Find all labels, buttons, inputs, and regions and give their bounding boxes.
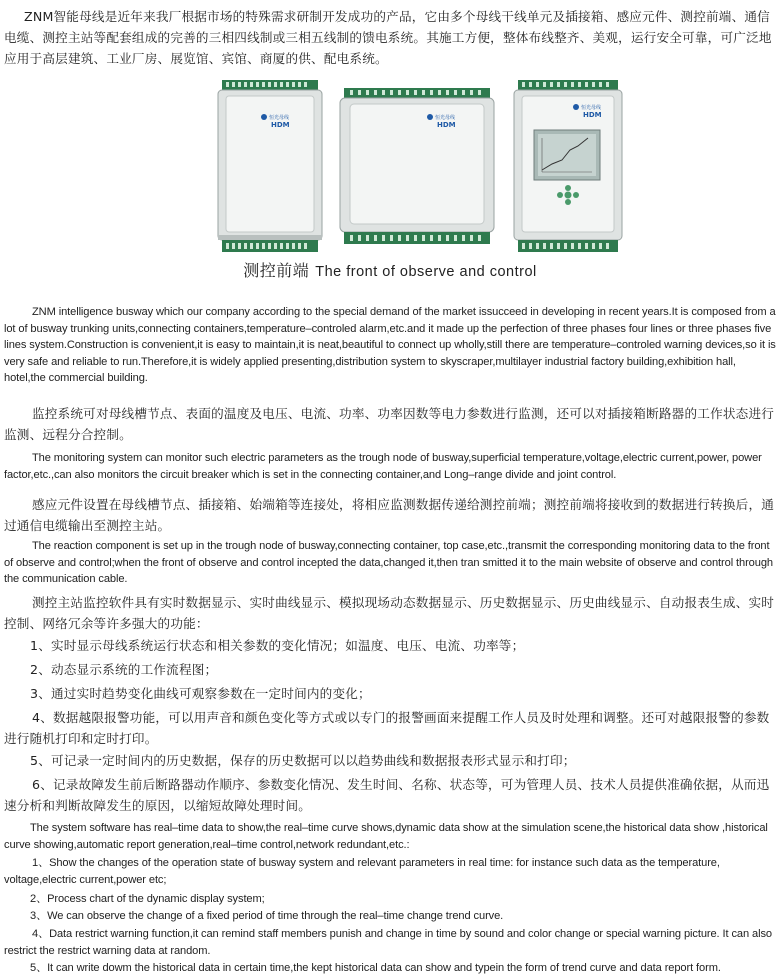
feature-cn-3: 3、通过实时趋势变化曲线可观察参数在一定时间内的变化；	[30, 686, 371, 701]
feature-cn-1: 1、实时显示母线系统运行状态和相关参数的变化情况；如温度、电压、电流、功率等；	[30, 638, 525, 653]
sensor-cn: 感应元件设置在母线槽节点、插接箱、始端箱等连接处，将相应监测数据传递给测控前端；测控前端将接收到的数据进行转换后，通过通信电缆输出至测控主站。	[4, 497, 775, 533]
monitor-en: The monitoring system can monitor such electric parameters as the trough node of busway,superficial temperature,voltage,electric current,power, power factor,etc.,can also monitors the circuit breaker which is set in the connecting container,and Long–range divide and joint control.	[4, 452, 762, 481]
feature-en-1: 1、Show the changes of the operation state of busway system and relevant parameters in real time: for instance such data as the temperature, voltage,electric current,power etc;	[4, 857, 720, 886]
feature-en-4: 4、Data restrict warning function,it can remind staff members punish and change in time by sound and color change or special warning picture. It can also restrict the restrict warning data at random.	[4, 928, 772, 957]
svg-text:HDM: HDM	[271, 121, 290, 129]
feature-cn-2: 2、动态显示系统的工作流程图；	[30, 662, 218, 677]
caption-cn: 测控前端	[243, 261, 310, 280]
intro-en: ZNM intelligence busway which our company according to the special demand of the market issucceed in developing in recent years.It is composed from a lot of busway trunking units,connecting containers,temperature–controled alarm,etc.and it made up the perfection of three phases four lines or three phases five lines system.Construction is convenient,it is easy to maintain,it is neat,beautiful to connect up wholly,still there are temperature–controled warning devices,so it is very safe and reliable to run.Therefore,it is widely applied presenting,distribution system to skyscraper,multilayer industrial factory building,exhibition hall, hotel,the commercial building.	[4, 306, 776, 384]
svg-text:HDM: HDM	[583, 111, 602, 119]
svg-text:恒光母线: 恒光母线	[435, 115, 456, 121]
svg-text:HDM: HDM	[437, 121, 456, 129]
software-cn: 测控主站监控软件具有实时数据显示、实时曲线显示、模拟现场动态数据显示、历史数据显示、历史曲线显示、自动报表生成、实时控制、网络冗余等许多强大的功能：	[4, 595, 775, 631]
feature-en-5: 5、It can write dowm the historical data in certain time,the kept historical data can show and typein the form of trend curve and data report form.	[30, 962, 721, 974]
device-image-middle	[338, 88, 496, 248]
svg-text:恒光母线: 恒光母线	[581, 105, 602, 111]
feature-cn-5: 5、可记录一定时间内的历史数据，保存的历史数据可以以趋势曲线和数据报表形式显示和打印；	[30, 753, 576, 768]
device-image-right	[512, 80, 624, 256]
caption-en: The front of observe and control	[315, 264, 537, 280]
feature-cn-6: 6、记录故障发生前后断路器动作顺序、参数变化情况、发生时间、名称、状态等，可为管理人员、技术人员提供准确依据，从而迅速分析和判断故障发生的原因，以缩短故障处理时间。	[4, 777, 770, 813]
feature-cn-4: 4、数据越限报警功能，可以用声音和颜色变化等方式或以专门的报警画面来提醒工作人员及时处理和调整。还可对越限报警的参数进行随机打印和定时打印。	[4, 710, 770, 746]
figure-caption	[0, 258, 780, 281]
software-en: The system software has real–time data to show,the real–time curve shows,dynamic data show at the simulation scene,the historical data show ,historical curve showing,automatic report generation,real–time control,network redundant,etc.:	[4, 822, 768, 851]
sensor-en: The reaction component is set up in the trough node of busway,connecting container, top case,etc.,transmit the corresponding monitoring data to the front of observe and control;when the front of observe and control incepted the data,changed it,then tran smitted it to the main website of observe and control through the communication cable.	[4, 540, 773, 585]
intro-cn: ZNM智能母线是近年来我厂根据市场的特殊需求研制开发成功的产品，它由多个母线干线单元及插接箱、感应元件、测控前端、通信电缆、测控主站等配套组成的完善的三相四线制或三相五线制的馈电系统。其施工方便，整体布线整齐、美观，运行安全可靠，可广泛地应用于高层建筑、工业厂房、展览馆、宾馆、商厦的供、配电系统。	[4, 9, 772, 66]
device-image-left	[216, 80, 324, 256]
feature-en-3: 3、We can observe the change of a fixed period of time through the real–time change trend curve.	[30, 910, 504, 922]
feature-en-2: 2、Process chart of the dynamic display system;	[30, 893, 265, 905]
svg-text:恒光母线: 恒光母线	[269, 115, 290, 121]
monitor-cn: 监控系统可对母线槽节点、表面的温度及电压、电流、功率、功率因数等电力参数进行监测，还可以对插接箱断路器的工作状态进行监测、远程分合控制。	[4, 406, 775, 442]
